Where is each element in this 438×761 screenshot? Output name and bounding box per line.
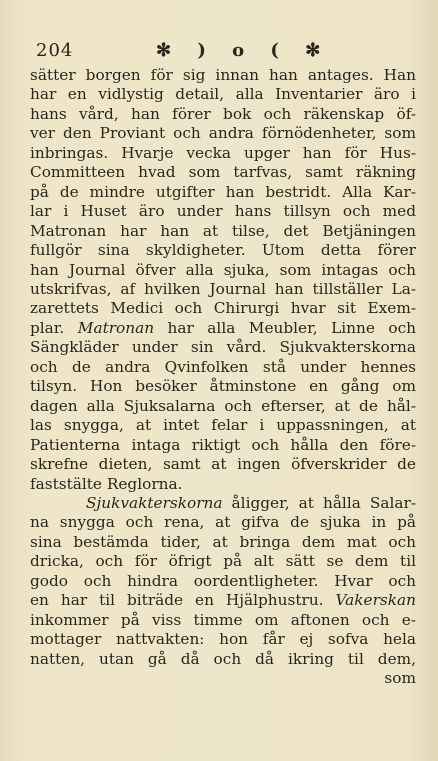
text-line: han Journal öfver alla sjuka, som intagas och <box>30 260 416 279</box>
text-line: skrefne dieten, samt at ingen öfverskrider de <box>30 455 416 474</box>
text-line: zarettets Medici och Chirurgi hvar sit Exem- <box>30 299 416 318</box>
text-line: faststälte Reglorna. <box>30 474 183 493</box>
text-line: som <box>384 669 416 688</box>
text-line: och de andra Qvinfolken stå under hennes <box>30 357 416 376</box>
text-line: inkommer på viss timme om aftonen och e- <box>30 610 416 629</box>
text-line: sina bestämda tider, at bringa dem mat och <box>30 532 416 551</box>
text-line: fullgör sina skyldigheter. Utom detta förer <box>30 241 416 260</box>
body-text <box>30 66 416 689</box>
text-line: lar i Huset äro under hans tillsyn och med <box>30 202 416 221</box>
text-line: na snygga och rena, at gifva de sjuka in på <box>30 513 416 532</box>
text-line: utskrifvas, af hvilken Journal han tillställer La- <box>30 279 416 298</box>
text-line: har en vidlystig detail, alla Inventarier äro i <box>30 85 416 104</box>
text-line: Sängkläder under sin vård. Sjukvakterskorna <box>30 338 416 357</box>
text-line: inbringas. Hvarje vecka upger han för Hus- <box>30 143 416 162</box>
text-line: en har til biträde en Hjälphustru. Vakerskan <box>30 591 416 610</box>
text-line: Matronan har han at tilse, det Betjäningen <box>30 221 416 240</box>
text-line: hans vård, han förer bok och räkenskap öf- <box>30 104 416 123</box>
text-line: plar. Matronan har alla Meubler, Linne och <box>30 318 416 337</box>
text-line: ver den Proviant och andra förnödenheter, som <box>30 124 416 143</box>
text-line: mottager nattvakten: hon får ej sofva hela <box>30 630 416 649</box>
text-line: las snygga, at intet felar i uppassningen, at <box>30 416 416 435</box>
text-line: natten, utan gå då och då ikring til dem, <box>30 649 416 668</box>
text-line: Sjukvakterskorna åligger, at hålla Salar- <box>86 493 416 512</box>
page-header <box>36 40 420 66</box>
text-line: dricka, och för öfrigt på alt sätt se dem til <box>30 552 416 571</box>
text-line: sätter borgen för sig innan han antages. Han <box>30 66 416 84</box>
text-line: Patienterna intaga riktigt och hålla den före- <box>30 435 416 454</box>
text-line: tilsyn. Hon besöker åtminstone en gång om <box>30 377 416 396</box>
text-line: på de mindre utgifter han bestridt. Alla Kar- <box>30 182 416 201</box>
text-line: Committeen hvad som tarfvas, samt räkning <box>30 163 416 182</box>
header-ornament: ✻ ) o ( ✻ <box>156 40 331 61</box>
text-line: dagen alla Sjuksalarna och efterser, at de hål- <box>30 396 416 415</box>
page-number: 204 <box>36 40 74 61</box>
text-line: godo och hindra oordentligheter. Hvar och <box>30 571 416 590</box>
